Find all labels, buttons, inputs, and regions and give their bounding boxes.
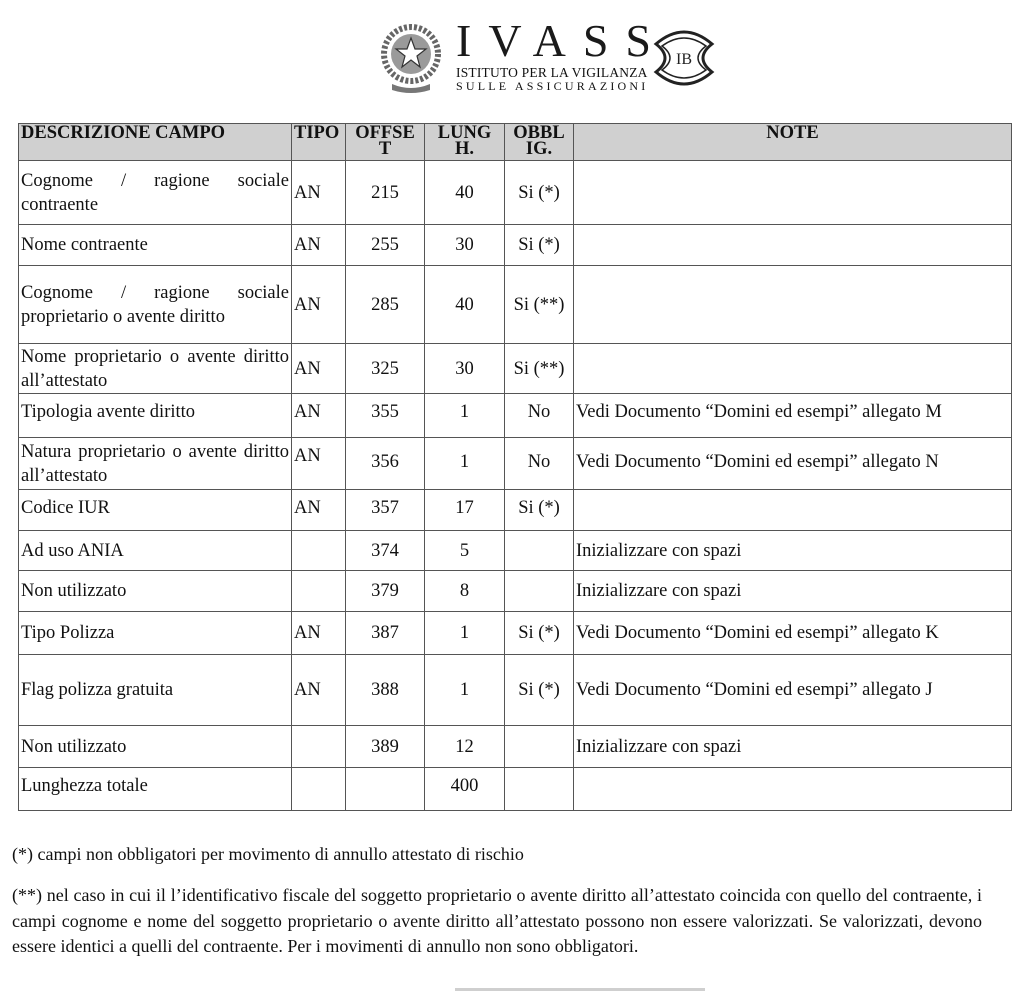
cell-offset: 355 bbox=[346, 394, 425, 438]
cell-obblig: Si (**) bbox=[505, 344, 574, 394]
table-row-total bbox=[19, 768, 1012, 811]
cell-tipo: AN bbox=[292, 266, 346, 344]
table-row bbox=[19, 531, 1012, 571]
table-header-row bbox=[19, 124, 1012, 161]
cell-tipo bbox=[292, 571, 346, 612]
cell-note: Vedi Documento “Domini ed esempi” allegato N bbox=[574, 438, 1012, 490]
cell-offset: 255 bbox=[346, 225, 425, 266]
table-row bbox=[19, 438, 1012, 490]
cell-descrizione: Non utilizzato bbox=[19, 726, 292, 768]
cell-lungh: 17 bbox=[425, 490, 505, 531]
cell-tipo: AN bbox=[292, 655, 346, 726]
cell-note: Vedi Documento “Domini ed esempi” allegato K bbox=[574, 612, 1012, 655]
col-header-lungh-line2: H. bbox=[454, 139, 474, 159]
cell-obblig bbox=[505, 531, 574, 571]
cell-obblig: Si (*) bbox=[505, 161, 574, 225]
logo-subtitle-line2: SULLE ASSICURAZIONI bbox=[456, 79, 649, 93]
cell-note bbox=[574, 266, 1012, 344]
cell-note bbox=[574, 225, 1012, 266]
table-row bbox=[19, 266, 1012, 344]
cell-descrizione: Lunghezza totale bbox=[19, 768, 292, 811]
cell-obblig bbox=[505, 726, 574, 768]
cell-obblig: Si (*) bbox=[505, 225, 574, 266]
cell-lungh: 5 bbox=[425, 531, 505, 571]
cell-descrizione: Natura proprietario o avente diritto all’attestato bbox=[19, 438, 292, 490]
col-header-note: NOTE bbox=[574, 124, 1012, 161]
col-header-obblig-line2: IG. bbox=[525, 139, 553, 159]
cell-obblig bbox=[505, 571, 574, 612]
cell-offset: 285 bbox=[346, 266, 425, 344]
cell-lungh: 1 bbox=[425, 394, 505, 438]
cell-lungh: 12 bbox=[425, 726, 505, 768]
cell-offset: 357 bbox=[346, 490, 425, 531]
table-row bbox=[19, 344, 1012, 394]
col-header-tipo: TIPO bbox=[292, 124, 346, 161]
col-header-descrizione: DESCRIZIONE CAMPO bbox=[19, 124, 292, 161]
cell-lungh: 40 bbox=[425, 161, 505, 225]
col-header-lungh bbox=[425, 124, 505, 161]
cell-lungh: 30 bbox=[425, 225, 505, 266]
cell-note bbox=[574, 161, 1012, 225]
cell-tipo: AN bbox=[292, 394, 346, 438]
logo-subtitle-line1: ISTITUTO PER LA VIGILANZA bbox=[456, 65, 648, 80]
col-header-offset-line1: OFFSE bbox=[355, 123, 415, 143]
cell-descrizione: Nome proprietario o avente diritto all’attestato bbox=[19, 344, 292, 394]
table-row bbox=[19, 726, 1012, 768]
cell-offset: 389 bbox=[346, 726, 425, 768]
footnote-double-star: (**) nel caso in cui il l’identificativo fiscale del soggetto proprietario o avente diritto all’attestato coincida con quello del contraente, i campi cognome e nome del soggetto proprietario o avente diritto all’attestato possono non essere valorizzati. Se valorizzati, devono essere identici a quelli del contraente. Per i movimenti di annullo non sono obbligatori. bbox=[12, 885, 982, 956]
cell-note bbox=[574, 768, 1012, 811]
table-row bbox=[19, 612, 1012, 655]
cell-tipo: AN bbox=[292, 344, 346, 394]
cell-descrizione: Cognome / ragione sociale proprietario o avente diritto bbox=[19, 266, 292, 344]
cell-note: Vedi Documento “Domini ed esempi” allegato J bbox=[574, 655, 1012, 726]
cell-descrizione: Tipologia avente diritto bbox=[19, 394, 292, 438]
cell-note: Inizializzare con spazi bbox=[574, 531, 1012, 571]
cell-tipo bbox=[292, 531, 346, 571]
table-row bbox=[19, 394, 1012, 438]
cell-tipo bbox=[292, 726, 346, 768]
cell-obblig: Si (*) bbox=[505, 612, 574, 655]
cell-obblig: Si (**) bbox=[505, 266, 574, 344]
cell-obblig: No bbox=[505, 394, 574, 438]
cell-lungh: 1 bbox=[425, 438, 505, 490]
cell-tipo: AN bbox=[292, 490, 346, 531]
cell-lungh: 40 bbox=[425, 266, 505, 344]
cell-lungh-total: 400 bbox=[425, 768, 505, 811]
italian-republic-emblem-icon bbox=[378, 20, 444, 96]
col-header-obblig-line1: OBBL bbox=[513, 123, 565, 143]
cell-note bbox=[574, 344, 1012, 394]
cell-lungh: 8 bbox=[425, 571, 505, 612]
cell-tipo bbox=[292, 768, 346, 811]
ivass-logo-text bbox=[456, 15, 668, 93]
cell-tipo: AN bbox=[292, 225, 346, 266]
cell-tipo: AN bbox=[292, 612, 346, 655]
cell-lungh: 1 bbox=[425, 612, 505, 655]
cell-offset bbox=[346, 768, 425, 811]
cell-descrizione: Flag polizza gratuita bbox=[19, 655, 292, 726]
cell-descrizione: Cognome / ragione sociale contraente bbox=[19, 161, 292, 225]
cell-obblig: Si (*) bbox=[505, 490, 574, 531]
footnote-single-star: (*) campi non obbligatori per movimento di annullo attestato di rischio bbox=[12, 844, 524, 864]
table-row bbox=[19, 490, 1012, 531]
cell-descrizione: Ad uso ANIA bbox=[19, 531, 292, 571]
cell-offset: 379 bbox=[346, 571, 425, 612]
table-row bbox=[19, 161, 1012, 225]
table-row bbox=[19, 655, 1012, 726]
cell-obblig bbox=[505, 768, 574, 811]
cell-note: Inizializzare con spazi bbox=[574, 571, 1012, 612]
cell-note: Inizializzare con spazi bbox=[574, 726, 1012, 768]
cell-offset: 215 bbox=[346, 161, 425, 225]
svg-text:IB: IB bbox=[676, 51, 692, 68]
cell-offset: 374 bbox=[346, 531, 425, 571]
cell-obblig: Si (*) bbox=[505, 655, 574, 726]
cell-offset: 356 bbox=[346, 438, 425, 490]
cell-offset: 325 bbox=[346, 344, 425, 394]
col-header-offset bbox=[346, 124, 425, 161]
cell-lungh: 30 bbox=[425, 344, 505, 394]
cell-note: Vedi Documento “Domini ed esempi” allegato M bbox=[574, 394, 1012, 438]
table-row bbox=[19, 225, 1012, 266]
cell-lungh: 1 bbox=[425, 655, 505, 726]
cell-descrizione: Codice IUR bbox=[19, 490, 292, 531]
cell-descrizione: Non utilizzato bbox=[19, 571, 292, 612]
banca-italia-monogram-icon bbox=[650, 24, 718, 92]
logo-name: IVASS bbox=[456, 15, 668, 66]
ivass-header bbox=[374, 15, 724, 98]
table-row bbox=[19, 571, 1012, 612]
cell-tipo: AN bbox=[292, 161, 346, 225]
cell-descrizione: Nome contraente bbox=[19, 225, 292, 266]
cell-tipo: AN bbox=[292, 438, 346, 490]
cell-offset: 387 bbox=[346, 612, 425, 655]
cell-descrizione: Tipo Polizza bbox=[19, 612, 292, 655]
col-header-obblig bbox=[505, 124, 574, 161]
field-spec-table bbox=[18, 123, 1012, 811]
col-header-lungh-line1: LUNG bbox=[437, 123, 492, 143]
footnotes bbox=[12, 842, 982, 976]
cell-obblig: No bbox=[505, 438, 574, 490]
col-header-offset-line2: T bbox=[378, 139, 392, 159]
cell-offset: 388 bbox=[346, 655, 425, 726]
cell-note bbox=[574, 490, 1012, 531]
